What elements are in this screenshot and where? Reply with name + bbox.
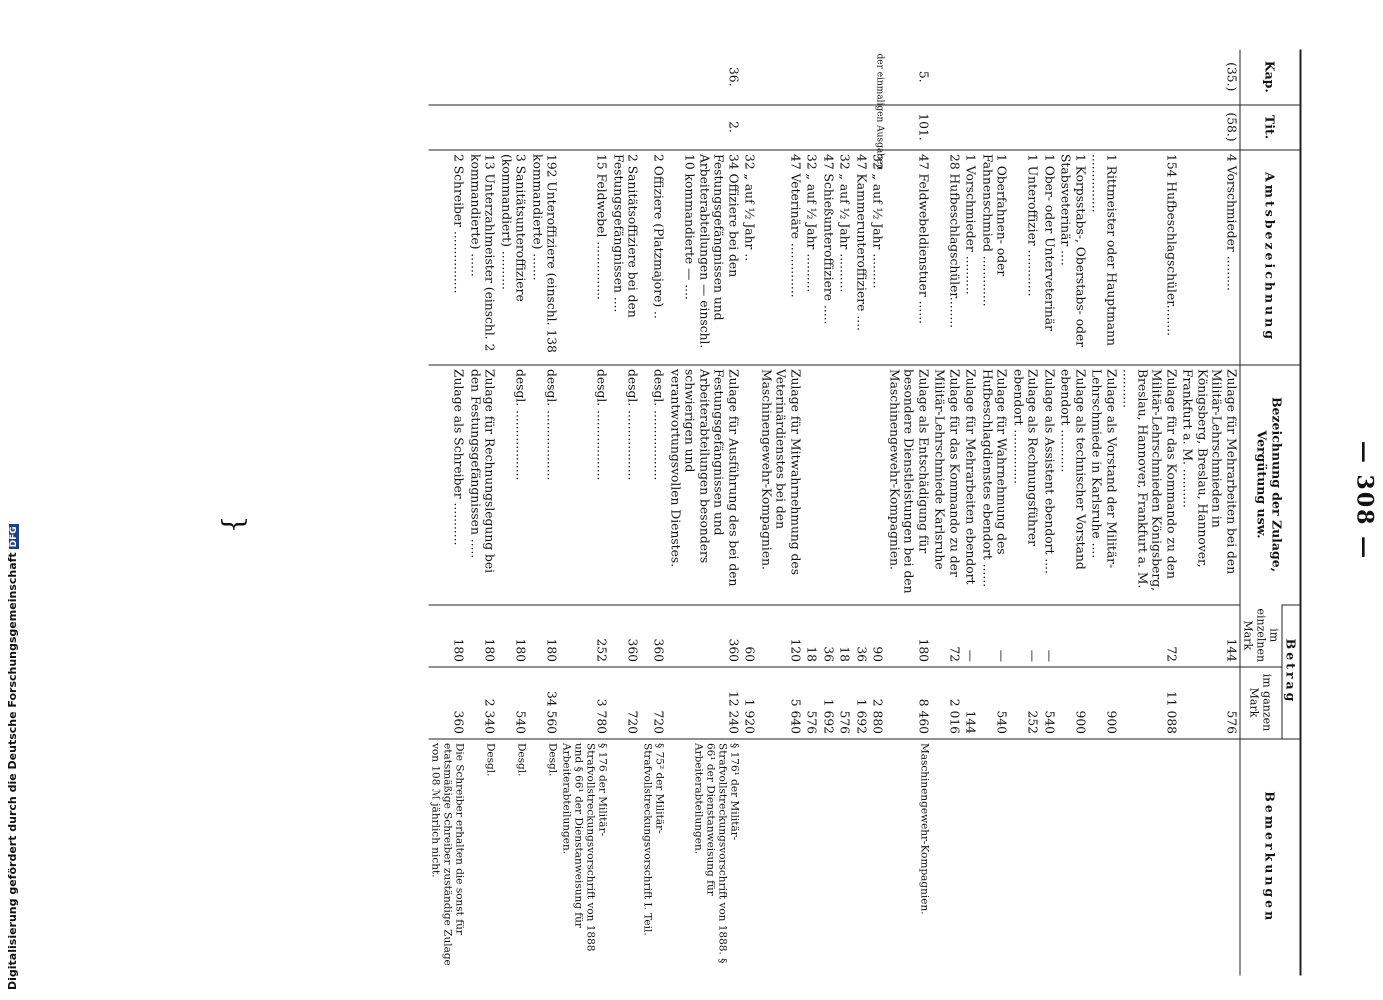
- cell-kap: [497, 49, 528, 104]
- header-ganzen: im ganzen Mark: [1240, 666, 1282, 738]
- cell-zul: Zulage als Rechnungsführer ebendort ..............: [1010, 364, 1041, 604]
- cell-zul: Zulage für Mitwahrnehmung des Veterinärdienstes bei den Maschinengewehr-Kompagnien.: [758, 364, 804, 604]
- brace-mark: }: [218, 515, 251, 533]
- cell-tit: [758, 104, 804, 149]
- cell-bem: [962, 738, 979, 975]
- cell-bem: [803, 738, 820, 975]
- cell-ein: —: [979, 604, 1010, 666]
- cell-kap: [979, 49, 1010, 104]
- cell-kap: [559, 49, 609, 104]
- cell-kap: [962, 49, 979, 104]
- cell-bem: [1057, 738, 1088, 975]
- cell-ges: 576: [1179, 666, 1240, 738]
- cell-tit: [931, 104, 962, 149]
- table-row: [428, 49, 466, 975]
- budget-table: [428, 49, 1301, 975]
- cell-ges: 900: [1057, 666, 1088, 738]
- cell-ges: 5 640: [758, 666, 804, 738]
- cell-bem: [1179, 738, 1240, 975]
- cell-ein: 18: [803, 604, 820, 666]
- cell-kap: [640, 49, 666, 104]
- cell-ein: [1057, 604, 1088, 666]
- cell-zul: Zulage als technischer Vorstand ebendort ...........: [1057, 364, 1088, 604]
- cell-ges: 540: [497, 666, 528, 738]
- table-row: [667, 49, 742, 975]
- cell-kap: [853, 49, 870, 104]
- cell-ein: 36: [820, 604, 837, 666]
- cell-bem: [609, 738, 640, 975]
- cell-zul: Zulage als Assistent ebendort ....: [1041, 364, 1058, 604]
- table-row: [820, 49, 837, 975]
- table-row: [869, 49, 886, 975]
- header-einzelnen: im einzelnen Mark: [1240, 604, 1282, 666]
- cell-ges: 2 880: [869, 666, 886, 738]
- cell-kap: [758, 49, 804, 104]
- cell-kap: [836, 49, 853, 104]
- cell-ein: 72: [1119, 604, 1179, 666]
- header-kap: Kap.: [1240, 49, 1301, 104]
- cell-tit: (58.): [1179, 104, 1240, 149]
- cell-bez: 32 „ auf ½ Jahr ..........: [803, 149, 820, 364]
- table-row: [886, 49, 932, 975]
- cell-tit: [853, 104, 870, 149]
- cell-zul: [869, 364, 886, 604]
- table-row: [803, 49, 820, 975]
- cell-tit: [1119, 104, 1179, 149]
- cell-bem: Desgl.: [528, 738, 559, 975]
- cell-bem: Desgl.: [497, 738, 528, 975]
- cell-tit: [979, 104, 1010, 149]
- cell-ges: 1 692: [853, 666, 870, 738]
- cell-ges: 144: [962, 666, 979, 738]
- cell-tit: 101.: [886, 104, 932, 149]
- cell-bez: 32 „ auf ½ Jahr ..: [741, 149, 758, 364]
- cell-zul: Zulage für das Kommando zu den Militär-Lehrschmieden Königsberg, Breslau, Hannover, Frankfurt a. M. ..........: [1119, 364, 1179, 604]
- cell-bez: 2 Offiziere (Platzmajore) ..: [640, 149, 666, 364]
- cell-ein: 360: [667, 604, 742, 666]
- cell-bem: § 75² der Militär-Strafvollstreckungsvorschrift I. Teil.: [640, 738, 666, 975]
- cell-ein: 180: [428, 604, 466, 666]
- cell-kap: [609, 49, 640, 104]
- cell-zul: [741, 364, 758, 604]
- cell-zul: desgl. ..................: [497, 364, 528, 604]
- cell-bez: 28 Hufbeschlagschüler........: [931, 149, 962, 364]
- header-zulage: Bezeichnung der Zulage, Vergütung usw.: [1240, 364, 1301, 604]
- cell-ges: 1 920: [741, 666, 758, 738]
- cell-ges: 540: [1041, 666, 1058, 738]
- cell-kap: [428, 49, 466, 104]
- table-row: [466, 49, 497, 975]
- table-row: [640, 49, 666, 975]
- cell-zul: Zulage für Ausführung des bei den Festungsgefängnissen und Arbeiterabteilungen besonders schwierigen und verantwortungsvollen Dienstes.: [667, 364, 742, 604]
- cell-bez: 2 Sanitätsoffiziere bei den Festungsgefängnissen ....: [609, 149, 640, 364]
- cell-bez: 47 Kammerunteroffiziere ....: [853, 149, 870, 364]
- cell-bem: [741, 738, 758, 975]
- table-row: [979, 49, 1010, 975]
- cell-ein: 180: [497, 604, 528, 666]
- cell-kap: 36.: [726, 66, 740, 87]
- table-row: [559, 49, 609, 975]
- cell-tit: [836, 104, 853, 149]
- cell-ein: 18: [836, 604, 853, 666]
- cell-bez: 1 Oberfahnen- oder Fahnenschmied .............: [979, 149, 1010, 364]
- page-number: — 308 —: [1351, 440, 1377, 560]
- cell-tit: 2.: [667, 104, 742, 149]
- cell-bez: 32 „ auf ½ Jahr ..........: [836, 149, 853, 364]
- table-row: [758, 49, 804, 975]
- header-betrag: Betrag: [1282, 604, 1301, 738]
- table-row: [931, 49, 962, 975]
- cell-bez: 47 Veterinäre ..............: [758, 149, 804, 364]
- cell-bem: [979, 738, 1010, 975]
- cell-zul: Zulage als Schreiber ...........: [428, 364, 466, 604]
- cell-bem: Die Schreiber erhalten die sonst für etatsmäßige Schreiber zuständige Zulage von 108 ℳ jährlich nicht.: [428, 738, 466, 975]
- cell-zul: desgl. ..................: [528, 364, 559, 604]
- cell-bez: 192 Unteroffiziere (einschl. 138 kommandierte) .......: [528, 149, 559, 364]
- cell-bem: [758, 738, 804, 975]
- cell-kap: [820, 49, 837, 104]
- cell-zul: Zulage als Entschädigung für besondere Dienstleistungen bei den Maschinengewehr-Kompagnien.: [886, 364, 932, 604]
- cell-tit: [1041, 104, 1058, 149]
- cell-bem: [869, 738, 886, 975]
- cell-kap: [803, 49, 820, 104]
- cell-tit: [428, 104, 466, 149]
- cell-bez: 2 Schreiber ................: [428, 149, 466, 364]
- cell-ges: 8 460: [886, 666, 932, 738]
- cell-bem: Maschinengewehr-Kompagnien.: [886, 738, 932, 975]
- header-bemerkungen: Bemerkungen: [1240, 738, 1301, 975]
- table-row: [741, 49, 758, 975]
- cell-bez: 1 Korpsstabs-, Oberstabs- oder Stabsveterinär ....: [1057, 149, 1088, 364]
- cell-ein: 180: [528, 604, 559, 666]
- cell-ges: 720: [609, 666, 640, 738]
- cell-ein: —: [1010, 604, 1041, 666]
- table-row: [1010, 49, 1041, 975]
- cell-bem: Desgl.: [466, 738, 497, 975]
- cell-zul: [820, 364, 837, 604]
- cell-tit: [466, 104, 497, 149]
- cell-ein: 360: [609, 604, 640, 666]
- cell-ein: 36: [853, 604, 870, 666]
- cell-kap: [1088, 49, 1119, 104]
- cell-bem: [820, 738, 837, 975]
- cell-zul: Zulage für Rechnungslegung bei den Festungsgefängnissen .....: [466, 364, 497, 604]
- cell-zul: Zulage für Mehrarbeiten ebendort: [962, 364, 979, 604]
- cell-tit: [1057, 104, 1088, 149]
- cell-tit: [820, 104, 837, 149]
- cell-kap: [466, 49, 497, 104]
- cell-ges: 2 340: [466, 666, 497, 738]
- cell-ges: 3 780: [559, 666, 609, 738]
- cell-ges: 2 016: [931, 666, 962, 738]
- cell-kap: (35.): [1224, 61, 1238, 91]
- cell-ges: 360: [428, 666, 466, 738]
- cell-kap: 5.: [916, 70, 930, 83]
- table-body: [428, 49, 1240, 975]
- cell-bez: 1 Ober- oder Unterveterinär: [1041, 149, 1058, 364]
- cell-ein: [1088, 604, 1119, 666]
- cell-bem: [1088, 738, 1119, 975]
- cell-bem: [853, 738, 870, 975]
- cell-ein: 360: [640, 604, 666, 666]
- cell-zul: Zulage für Mehrarbeiten bei den Militär-Lehrschmieden in Königsberg, Breslau, Hannover, Frankfurt a. M. ..........: [1179, 364, 1240, 604]
- cell-kap: der einmaligen Ausgaben: [874, 53, 885, 170]
- cell-bez: 32 „ auf ½ Jahr .........: [869, 149, 886, 364]
- cell-tit: [528, 104, 559, 149]
- cell-kap: [1010, 49, 1041, 104]
- cell-zul: Zulage für Wahrnehmung des Hufbeschlagdienstes ebendort ......: [979, 364, 1010, 604]
- header-amtsbezeichnung: Amtsbezeichnung: [1240, 149, 1301, 364]
- cell-ein: 180: [466, 604, 497, 666]
- cell-bez: 13 Unterzahlmeister (einschl. 2 kommandierte) ......: [466, 149, 497, 364]
- cell-zul: [853, 364, 870, 604]
- cell-ges: 720: [640, 666, 666, 738]
- cell-ein: —: [1041, 604, 1058, 666]
- cell-bez: 4 Vorschmieder .........: [1179, 149, 1240, 364]
- cell-tit: [741, 104, 758, 149]
- cell-zul: desgl. ..................: [640, 364, 666, 604]
- cell-zul: Zulage für das Kommando zu der Militär-Lehrschmiede Karlsruhe: [931, 364, 962, 604]
- cell-bez: 1 Rittmeister oder Hauptmann ...............: [1088, 149, 1119, 364]
- dfg-logo: DFG: [9, 526, 19, 548]
- cell-kap: [1057, 49, 1088, 104]
- cell-zul: desgl. ..................: [609, 364, 640, 604]
- cell-ein: 252: [559, 604, 609, 666]
- header-tit: Tit.: [1240, 104, 1301, 149]
- cell-bez: 47 Schießunteroffiziere .....: [820, 149, 837, 364]
- table-row: [1057, 49, 1088, 975]
- cell-ein: 60: [741, 604, 758, 666]
- table-row: [1041, 49, 1058, 975]
- cell-bem: [836, 738, 853, 975]
- cell-ein: 90: [869, 604, 886, 666]
- cell-tit: [1010, 104, 1041, 149]
- cell-ges: 252: [1010, 666, 1041, 738]
- cell-zul: [803, 364, 820, 604]
- cell-tit: [962, 104, 979, 149]
- footer-text: Digitalisierung gefördert durch die Deutsche Forschungsgemeinschaft: [6, 552, 19, 990]
- cell-ein: 180: [886, 604, 932, 666]
- cell-ein: 144: [1179, 604, 1240, 666]
- cell-ges: 11 088: [1119, 666, 1179, 738]
- cell-kap: [1119, 49, 1179, 104]
- cell-kap: [528, 49, 559, 104]
- cell-zul: [836, 364, 853, 604]
- cell-ges: 576: [803, 666, 820, 738]
- cell-bem: [1010, 738, 1041, 975]
- table-row: [528, 49, 559, 975]
- cell-kap: [1041, 49, 1058, 104]
- cell-ges: 1 692: [820, 666, 837, 738]
- cell-tit: [497, 104, 528, 149]
- cell-bem: [1119, 738, 1179, 975]
- cell-bez: 154 Hufbeschlagschüler........: [1119, 149, 1179, 364]
- cell-ein: —: [962, 604, 979, 666]
- cell-kap: [741, 49, 758, 104]
- cell-bem: § 176 der Militär-Strafvollstreckungsvorschrift von 1888 und § 66¹ der Dienstanweisung für Arbeiterabteilungen.: [559, 738, 609, 975]
- table-row: [853, 49, 870, 975]
- cell-tit: [559, 104, 609, 149]
- cell-bez: 47 Feldwebeldienstuer ......: [886, 149, 932, 364]
- cell-kap: [931, 49, 962, 104]
- cell-bez: 3 Sanitätsunteroffiziere (kommandiert) ..........: [497, 149, 528, 364]
- cell-ein: 72: [931, 604, 962, 666]
- cell-bez: 34 Offiziere bei den Festungsgefängnissen und Arbeiterabteilungen — einschl. 10 kommandierte — ....: [667, 149, 742, 364]
- cell-ges: 576: [836, 666, 853, 738]
- table-row: [962, 49, 979, 975]
- cell-bez: 1 Unteroffizier ............: [1010, 149, 1041, 364]
- cell-zul: Zulage als Vorstand der Militär-Lehrschmiede in Karlsruhe ....: [1088, 364, 1119, 604]
- table-row: [1119, 49, 1179, 975]
- cell-bez: 1 Vorschmieder ..........: [962, 149, 979, 364]
- table-row: [1179, 49, 1240, 975]
- cell-ges: 540: [979, 666, 1010, 738]
- cell-tit: [609, 104, 640, 149]
- cell-bem: [931, 738, 962, 975]
- table-row: [836, 49, 853, 975]
- cell-bem: [1041, 738, 1058, 975]
- table-row: [497, 49, 528, 975]
- cell-bem: § 176¹ der Militär-Strafvollstreckungsvorschrift von 1888. § 66¹ der Dienstanweisung für Arbeiterabteilungen.: [667, 738, 742, 975]
- cell-tit: [640, 104, 666, 149]
- cell-ges: 12 240: [667, 666, 742, 738]
- cell-ges: 900: [1088, 666, 1119, 738]
- cell-tit: [1088, 104, 1119, 149]
- table-row: [1088, 49, 1119, 975]
- cell-tit: [803, 104, 820, 149]
- cell-zul: desgl. ..................: [559, 364, 609, 604]
- cell-ges: 34 560: [528, 666, 559, 738]
- cell-ein: 120: [758, 604, 804, 666]
- cell-bez: 15 Feldwebel ...............: [559, 149, 609, 364]
- table-row: [609, 49, 640, 975]
